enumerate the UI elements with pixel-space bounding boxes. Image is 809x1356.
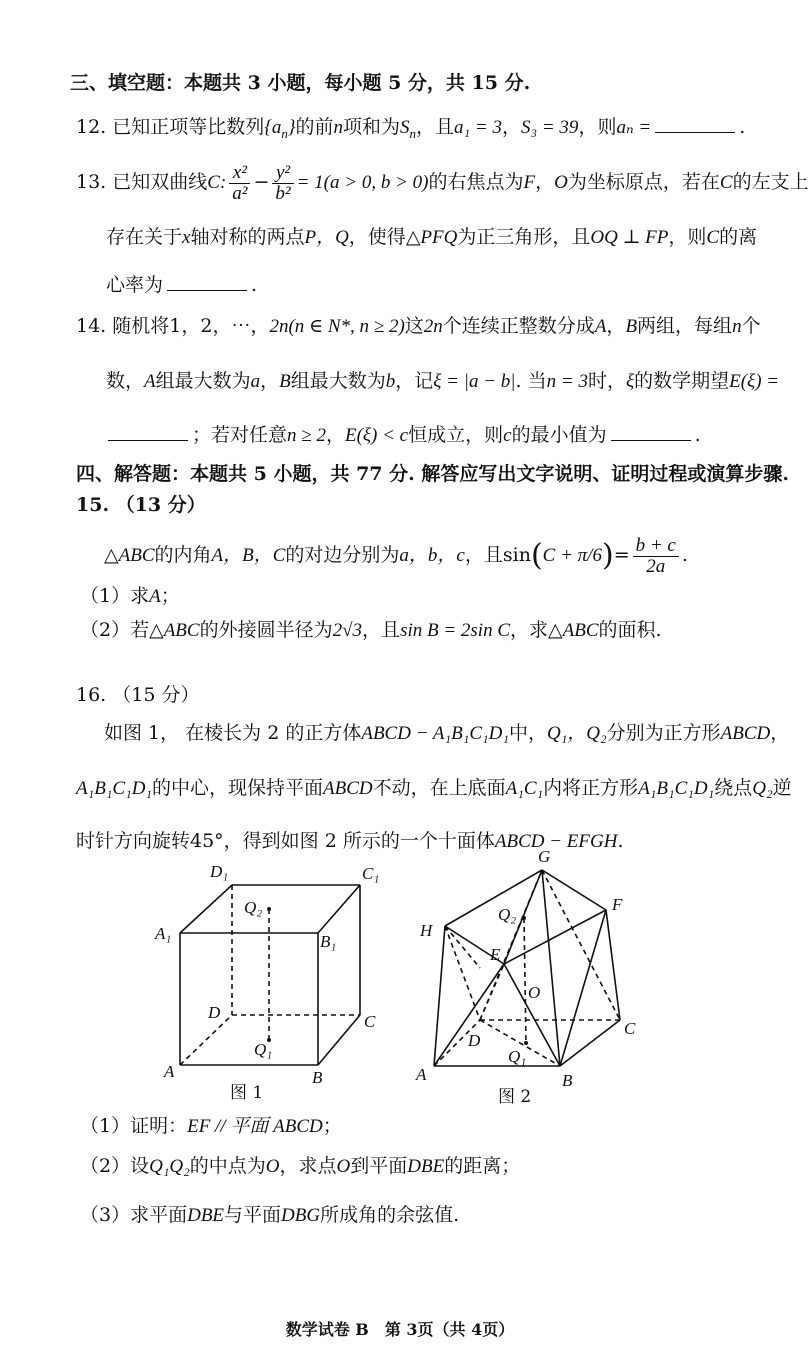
answer-blank[interactable] — [108, 439, 188, 441]
question-14-line-3: ；若对任意n ≥ 2，E(ξ) < c恒成立，则c的最小值为 . — [104, 422, 794, 449]
point-q2 — [267, 907, 271, 911]
edge-a-e — [434, 964, 504, 1066]
question-16-line-2: A₁B₁C₁D₁的中心，现保持平面ABCD不动，在上底面A₁C₁内将正方形A₁B₁C₁D₁绕点Q₂逆 — [76, 777, 792, 799]
label-q1: Q₁ — [508, 1047, 527, 1066]
question-15-header: 15. （13 分） — [76, 494, 206, 516]
label-b: B — [312, 1068, 323, 1087]
question-15-stem: △ABC的内角A，B，C的对边分别为a，b，c，且sin(C + π/6)= $\frac{b + c}{2a}$ . — [104, 534, 688, 577]
question-15-part-1: （1）求A； — [80, 585, 180, 607]
section-3-heading: 三、填空题：本题共 3 小题，每小题 5 分，共 15 分. — [70, 72, 531, 94]
figure-2-decahedron — [410, 848, 640, 1088]
question-14-line-1: 14. 随机将1，2，⋯，2n(n ∈ N*, n ≥ 2)这2n个连续正整数分成A，B两组，每组n个 — [76, 315, 761, 337]
question-number: 14. — [76, 315, 107, 337]
question-14-line-2: 数，A组最大数为a，B组最大数为b，记ξ = |a − b|. 当n = 3时，ξ的数学期望E(ξ) = — [106, 370, 780, 392]
fraction: $\frac{b + c}{2a}$ — [633, 536, 679, 577]
question-number: 12. — [76, 116, 107, 138]
segment-q1-q2 — [524, 918, 526, 1043]
question-13-line-3: 心率为 . — [106, 274, 258, 296]
section-4-heading: 四、解答题：本题共 5 小题，共 77 分. 解答应写出文字说明、证明过程或演算步骤. — [76, 463, 789, 485]
question-15-part-2: （2）若△ABC的外接圆半径为2√3，且sin B = 2sin C，求△ABC的面积. — [80, 619, 662, 641]
fraction: $\frac{\text{y²}}{\text{b²}}$ — [272, 163, 293, 204]
question-number: 13. — [76, 171, 107, 193]
label-c1: C₁ — [362, 864, 380, 883]
decahedron-diagram — [410, 848, 640, 1088]
edge-d-e-hidden — [480, 964, 504, 1020]
edge-h-inner-hidden — [445, 926, 480, 968]
answer-blank[interactable] — [655, 131, 735, 133]
question-16-part-2: （2）设Q₁Q₂的中点为O，求点O到平面DBE的距离； — [80, 1155, 521, 1177]
edge-h-d-hidden — [445, 926, 480, 1020]
point-q2 — [522, 916, 526, 920]
question-13-line-1: 13. 已知双曲线C: $\frac{\text{x²}}{\text{a²}}$ − $\frac{\text{y²}}{\text{b²}}$ = 1(a > 0, b > 0)的右焦点为F，O为坐标原点，若在C的左支上 — [76, 161, 809, 204]
figure-1-cube — [150, 855, 390, 1090]
question-12: 12. 已知正项等比数列$\{a_n\}$的前n项和为$S_n$，且a₁ = 3，S₃ = 39，则aₙ = . — [76, 116, 746, 141]
label-q1: Q₁ — [254, 1040, 273, 1059]
label-h: H — [420, 921, 433, 940]
edge-b-f — [560, 910, 606, 1066]
page-footer: 数学试卷 B 第 3页（共 4页） — [285, 1320, 515, 1339]
label-e: E — [490, 945, 501, 964]
label-d: D — [468, 1031, 481, 1050]
label-a: A — [164, 1062, 175, 1081]
label-q2: Q₂ — [498, 905, 517, 924]
label-g: G — [538, 847, 551, 866]
question-13-line-2: 存在关于x轴对称的两点P，Q，使得△PFQ为正三角形，且OQ ⊥ FP，则C的离 — [106, 226, 758, 248]
label-d1: D₁ — [210, 862, 229, 881]
question-16-header: 16. （15 分） — [76, 684, 200, 706]
fraction: $\frac{\text{x²}}{\text{a²}}$ — [229, 163, 250, 204]
question-16-part-1: （1）证明：EF // 平面 ABCD； — [80, 1115, 342, 1137]
edge-c1-b1 — [318, 885, 360, 933]
label-o: O — [528, 983, 541, 1002]
point-q1 — [524, 1041, 528, 1045]
question-16-part-3: （3）求平面DBE与平面DBG所成角的余弦值. — [80, 1204, 460, 1226]
edge-f-e — [504, 910, 606, 964]
label-q2: Q₂ — [244, 898, 263, 917]
cube-diagram — [150, 855, 390, 1090]
edge-h-a — [434, 926, 445, 1066]
edge-a1-d1 — [180, 885, 232, 933]
figure-1-caption: 图 1 — [230, 1083, 264, 1103]
label-c: C — [624, 1019, 636, 1038]
label-d: D — [208, 1003, 221, 1022]
label-b1: B₁ — [320, 932, 337, 951]
answer-blank[interactable] — [611, 439, 691, 441]
answer-blank[interactable] — [167, 289, 247, 291]
label-f: F — [612, 895, 623, 914]
question-16-line-1: 如图 1， 在棱长为 2 的正方体ABCD − A₁B₁C₁D₁中，Q₁，Q₂分别为正方形ABCD， — [104, 722, 790, 744]
label-b: B — [562, 1071, 573, 1090]
label-a: A — [416, 1065, 427, 1084]
edge-h-g — [445, 870, 542, 926]
edge-b-c — [560, 1020, 620, 1066]
figure-2-caption: 图 2 — [498, 1087, 532, 1107]
edge-a-d-hidden — [180, 1015, 232, 1065]
question-16-line-3: 时针方向旋转45°，得到如图 2 所示的一个十面体ABCD − EFGH. — [76, 830, 624, 852]
label-a1: A₁ — [155, 924, 172, 943]
edge-b-c — [318, 1015, 360, 1065]
edge-f-c — [606, 910, 620, 1020]
label-c: C — [364, 1012, 376, 1031]
